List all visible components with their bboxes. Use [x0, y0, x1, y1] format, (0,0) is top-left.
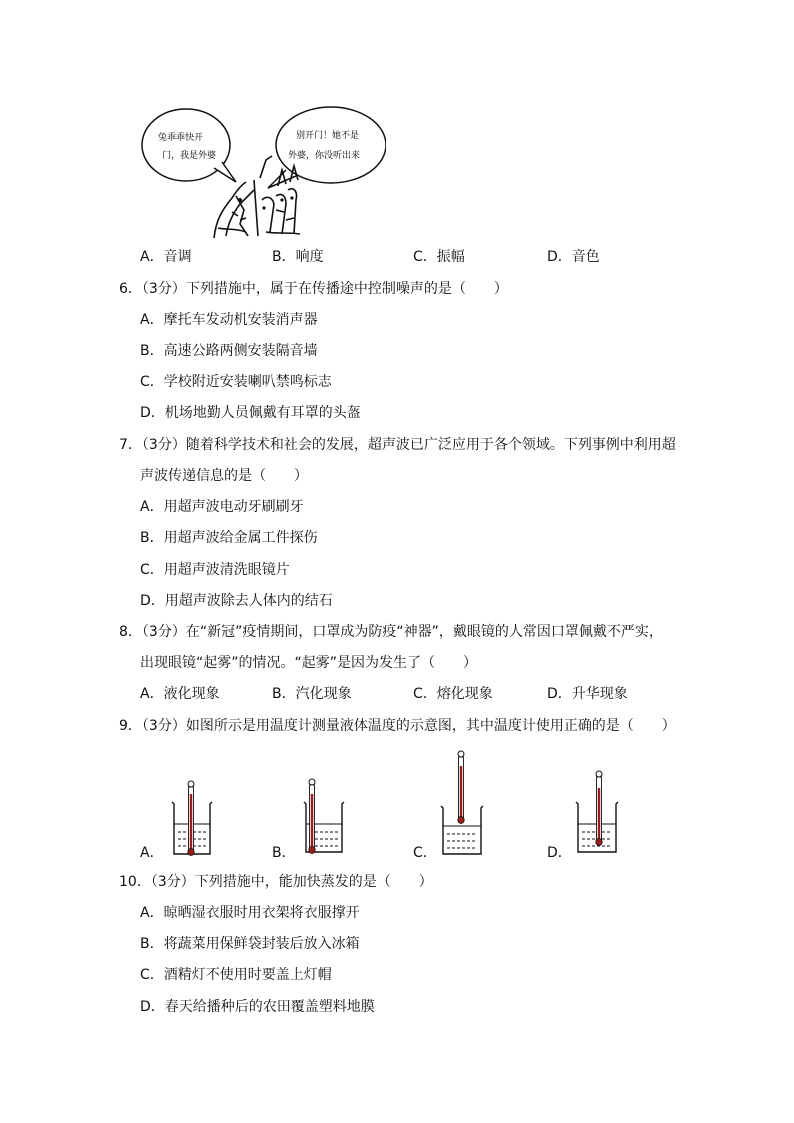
option-text: 音调	[163, 249, 192, 265]
q10-option-b: B．将蔬菜用保鲜袋封装后放入冰箱	[140, 936, 360, 952]
q10-stem: 10．（3分）下列措施中，能加快蒸发的是（ ）	[119, 874, 433, 890]
option-text: 响度	[295, 249, 324, 265]
q7-option-a: A．用超声波电动牙刷刷牙	[140, 499, 304, 515]
q9-label-c: C．	[413, 845, 437, 861]
q9-label-d: D．	[547, 845, 572, 861]
q8-stem-line1: 8．（3分）在“新冠”疫情期间，口罩成为防疫“神器”，戴眼镜的人常因口罩佩戴不严实，	[119, 624, 663, 640]
option-text: 升华现象	[571, 686, 628, 702]
option-text: 振幅	[436, 249, 465, 265]
bubble-left-line2: 门，我是外婆	[162, 151, 217, 161]
q5-option-d	[547, 247, 600, 267]
option-text: 音色	[571, 249, 600, 265]
q8-stem-line2: 出现眼镜“起雾”的情况。“起雾”是因为发生了（ ）	[140, 655, 478, 671]
bubble-right-line1: 别开门！她不是	[296, 131, 360, 141]
bubble-left-line1: 兔乖乖快开	[158, 133, 204, 143]
q7-stem-line2: 声波传递信息的是（ ）	[140, 468, 308, 484]
thermometer-figure-d	[574, 766, 624, 856]
option-letter: B．	[272, 249, 296, 265]
q6-option-b: B．高速公路两侧安装隔音墙	[140, 343, 318, 359]
q8-option-d	[547, 684, 628, 704]
q6-option-c: C．学校附近安装喇叭禁鸣标志	[140, 374, 332, 390]
q7-option-b: B．用超声波给金属工件探伤	[140, 530, 318, 546]
option-letter: B．	[272, 686, 296, 702]
q9-label-a: A．	[140, 845, 164, 861]
q7-option-d: D．用超声波除去人体内的结石	[140, 593, 333, 609]
q6-stem: 6．（3分）下列措施中，属于在传播途中控制噪声的是（ ）	[119, 281, 508, 297]
option-letter: C．	[413, 249, 437, 265]
q10-option-a: A．晾晒湿衣服时用衣架将衣服撑开	[140, 905, 360, 921]
cartoon-figure	[136, 100, 386, 240]
thermometer-figure-c	[437, 748, 489, 858]
q5-option-a	[140, 247, 192, 267]
option-letter: D．	[547, 249, 572, 265]
option-letter: A．	[140, 686, 164, 702]
option-letter: A．	[140, 249, 164, 265]
q8-option-c	[413, 684, 493, 704]
thermometer-figure-b	[296, 770, 348, 856]
q5-option-b	[272, 247, 324, 267]
thermometer-figure-a	[168, 774, 216, 858]
q7-option-c: C．用超声波清洗眼镜片	[140, 562, 290, 578]
q7-stem-line1: 7．（3分）随着科学技术和社会的发展，超声波已广泛应用于各个领域。下列事例中利用超	[119, 437, 676, 453]
q6-option-d: D．机场地勤人员佩戴有耳罩的头盔	[140, 405, 361, 421]
option-letter: D．	[547, 686, 572, 702]
q8-option-a	[140, 684, 220, 704]
q9-label-b: B．	[272, 845, 296, 861]
bubble-right-line2: 外婆，你没听出来	[288, 151, 361, 161]
q8-option-b	[272, 684, 352, 704]
q10-option-c: C．酒精灯不使用时要盖上灯帽	[140, 967, 332, 983]
q6-option-a: A．摩托车发动机安装消声器	[140, 312, 318, 328]
option-text: 熔化现象	[436, 686, 493, 702]
q5-option-c	[413, 247, 465, 267]
q10-option-d: D．春天给播种后的农田覆盖塑料地膜	[140, 999, 375, 1015]
option-text: 汽化现象	[295, 686, 352, 702]
option-text: 液化现象	[163, 686, 220, 702]
q9-stem: 9．（3分）如图所示是用温度计测量液体温度的示意图，其中温度计使用正确的是（ ）	[119, 718, 676, 734]
option-letter: C．	[413, 686, 437, 702]
